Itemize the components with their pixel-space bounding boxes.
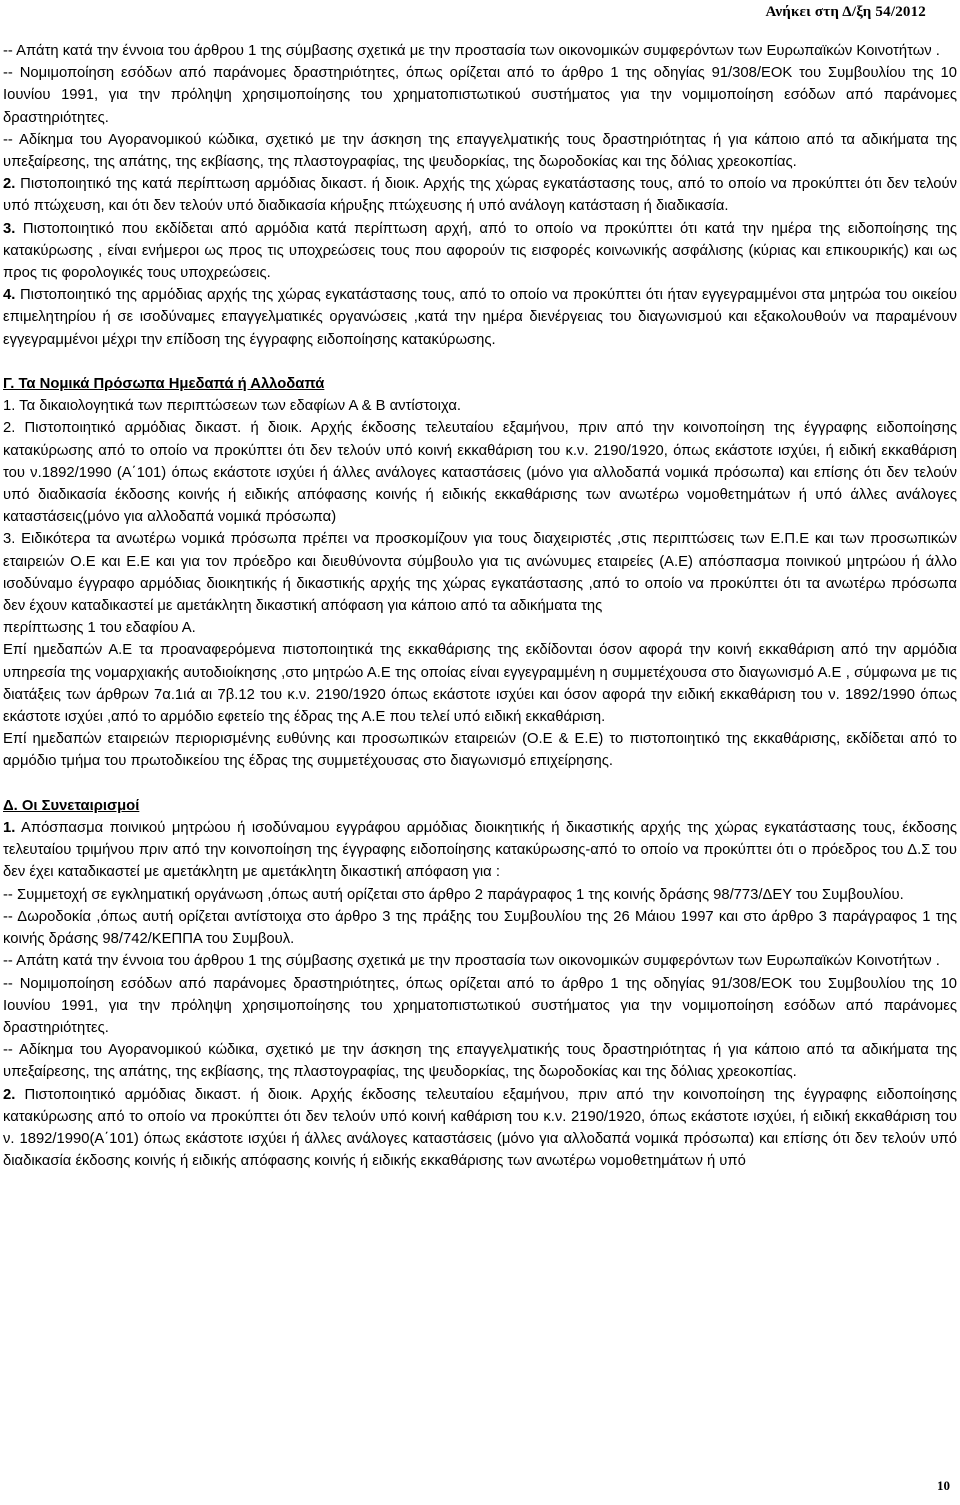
paragraph: -- Νομιμοποίηση εσόδων από παράνομες δραστηριότητες, όπως ορίζεται από το άρθρο 1 της οδηγίας 91/308/ΕΟΚ του Συμβουλίου της 10 Ιουνίου 1991, για την πρόληψη χρησιμοποίησης του χρηματοπιστωτικού συστήματος για την νομιμοποίηση εσόδων από παράνομες δραστηριότητες. <box>3 975 957 1036</box>
page-number: 10 <box>937 1478 950 1493</box>
item-text: Πιστοποιητικό της κατά περίπτωση αρμόδιας δικαστ. ή διοικ. Αρχής της χώρας εγκατάστασης τους, από το οποίο να προκύπτει ότι δεν τελούν υπό πτώχευση, και ότι δεν τελούν υπό διαδικασία κήρυξης πτώχευσης ή υπό ανάλογη κατάσταση ή διαδικασία. <box>3 176 957 215</box>
paragraph: περίπτωσης 1 του εδαφίου Α. <box>3 620 196 637</box>
item-number: 2. <box>3 1086 16 1103</box>
paragraph: -- Νομιμοποίηση εσόδων από παράνομες δραστηριότητες, όπως ορίζεται από το άρθρο 1 της οδηγίας 91/308/ΕΟΚ του Συμβουλίου της 10 Ιουνίου 1991, για την πρόληψη χρησιμοποίησης του χρηματοπιστωτικού συστήματος για την νομιμοποίηση εσόδων από παράνομες δραστηριότητες. <box>3 65 957 126</box>
paragraph: -- Συμμετοχή σε εγκληματική οργάνωση ,όπως αυτή ορίζεται στο άρθρο 2 παράγραφος 1 της κοινής δράσης 98/773/ΔΕΥ του Συμβουλίου. <box>3 886 904 903</box>
numbered-paragraph <box>3 218 957 285</box>
item-number: 4. <box>3 287 16 304</box>
item-text: Πιστοποιητικό της αρμόδιας αρχής της χώρας εγκατάστασης τους, από το οποίο να προκύπτει ότι ήταν εγγεγραμμένοι στα μητρώα του οικείου επιμελητηρίου ή σε ισοδύναμες επαγγελματικές οργανώσεις ,κατά την ημέρα διενέργειας του διαγωνισμού και εξακολουθούν να παραμένουν εγγεγραμμένοι μέχρι την επίδοση της έγγραφης ειδοποίησης κατακύρωσης. <box>3 287 957 348</box>
paragraph: 3. Ειδικότερα τα ανωτέρω νομικά πρόσωπα πρέπει να προσκομίζουν για τους διαχειριστές ,στις περιπτώσεις των Ε.Π.Ε και των προσωπικών εταιρειών Ο.Ε και Ε.Ε και για τον πρόεδρο και διευθύνοντα σύμβουλο για τις ανώνυμες εταιρείες (Α.Ε) απόσπασμα ποινικού μητρώου ή άλλο ισοδύναμο έγγραφο αρμόδιας διοικητικής ή δικαστικής αρχής της χώρας εγκατάστασης ,από το οποίο να προκύπτει ότι τα ανωτέρω πρόσωπα δεν έχουν καταδικαστεί με αμετάκλητη δικαστική απόφαση για κάποιο από τα αδικήματα της <box>3 531 957 615</box>
paragraph: 1. Τα δικαιολογητικά των περιπτώσεων των εδαφίων Α & Β αντίστοιχα. <box>3 398 461 415</box>
paragraph: -- Αδίκημα του Αγορανομικού κώδικα, σχετικό με την άσκηση της επαγγελματικής τους δραστηριότητας ή για κάποιο από τα αδικήματα της υπεξαίρεσης, της απάτης, της εκβίασης, της πλαστογραφίας, της ψευδορκίας, της δωροδοκίας και της δόλιας χρεοκοπίας. <box>3 1042 957 1081</box>
paragraph: -- Δωροδοκία ,όπως αυτή ορίζεται αντίστοιχα στο άρθρο 3 της πράξης του Συμβουλίου της 26 Μάιου 1997 και στο άρθρο 3 παράγραφος 1 της κοινής δράσης 98/742/ΚΕΠΠΑ του Συμβουλ. <box>3 908 957 948</box>
paragraph: Επί ημεδαπών Α.Ε τα προαναφερόμενα πιστοποιητικά της εκκαθάρισης της εκδίδονται όσον αφορά την κοινή εκκαθάριση από την αρμόδια υπηρεσία της νομαρχιακής αυτοδιοίκησης ,στο μητρώο Α.Ε της οποίας είναι εγγεγραμμένη η συμμετέχουσα στο διαγωνισμό Α.Ε , σύμφωνα με τις διατάξεις των άρθρων 7α.1ιά αι 7β.12 του κ.ν. 2190/1920 όπως εκάστοτε ισχύει και όσον αφορά την ειδική εκκαθάριση του ν. 1892/1990 όπως εκάστοτε ισχύει ,από το αρμόδιο εφετείο της έδρας της Α.Ε που τελεί υπό ειδική εκκαθάριση. <box>3 642 957 726</box>
paragraph: Επί ημεδαπών εταιρειών περιορισμένης ευθύνης και προσωπικών εταιρειών (Ο.Ε & Ε.Ε) το πιστοποιητικό της εκκαθάρισης, εκδίδεται από το αρμόδιο τμήμα του πρωτοδικείου της έδρας της συμμετέχουσας στο διαγωνισμό επιχείρησης. <box>3 731 957 770</box>
item-number: 3. <box>3 220 16 237</box>
document-body <box>3 40 957 1172</box>
item-number: 1. <box>3 820 16 837</box>
paragraph: -- Αδίκημα του Αγορανομικού κώδικα, σχετικό με την άσκηση της επαγγελματικής τους δραστηριότητας ή για κάποιο από τα αδικήματα της υπεξαίρεσης, της απάτης, της εκβίασης, της πλαστογραφίας, της ψευδορκίας, της δωροδοκίας και της δόλιας χρεοκοπίας. <box>3 131 957 171</box>
numbered-paragraph <box>3 284 957 351</box>
numbered-paragraph <box>3 173 957 217</box>
item-text: Απόσπασμα ποινικού μητρώου ή ισοδύναμου εγγράφου αρμόδιας διοικητικής ή δικαστικής αρχής της χώρας εγκατάστασης τους, έκδοσης τελευταίου τριμήνου πριν από την κοινοποίηση της έγγραφης ειδοποίησης κατακύρωσης-από το οποίο να προκύπτει ότι ο πρόεδρος του Δ.Σ του δεν έχει καταδικαστεί με αμετάκλητη με αμετάκλητη δικαστική απόφαση για : <box>3 820 957 881</box>
numbered-paragraph <box>3 1084 957 1173</box>
section-heading: Γ. Τα Νομικά Πρόσωπα Ημεδαπά ή Αλλοδαπά <box>3 376 325 393</box>
numbered-paragraph <box>3 817 957 884</box>
blank-line <box>3 351 957 373</box>
page-header: Ανήκει στη Δ/ξη 54/2012 <box>765 4 926 20</box>
item-text: Πιστοποιητικό που εκδίδεται από αρμόδια κατά περίπτωση αρχή, από το οποίο να προκύπτει ότι κατά την ημέρα της ειδοποίησης της κατακύρωσης , είναι ενήμεροι ως προς τις υποχρεώσεις τους που αφορούν τις εισφορές κοινωνικής ασφάλισης (κύριας και επικουρικής) και ως προς τις φορολογικές τους υποχρεώσεις. <box>3 220 957 282</box>
blank-line <box>3 773 957 795</box>
paragraph: 2. Πιστοποιητικό αρμόδιας δικαστ. ή διοικ. Αρχής έκδοσης τελευταίου εξαμήνου, πριν από την κοινοποίηση της έγγραφης ειδοποίησης κατακύρωσης από το οποίο να προκύπτει ότι δεν τελούν υπό κοινή εκκαθάριση του κ.ν. 2190/1920, όπως εκάστοτε ισχύει, ή ειδική εκκαθάριση του ν.1892/1990 (Α΄101) όπως εκάστοτε ισχύει ή άλλες ανάλογες καταστάσεις (μόνο για αλλοδαπά νομικά πρόσωπα) και επίσης ότι δεν τελούν υπό διαδικασία έκδοσης κοινής ή ειδικής απόφασης κοινής ή ειδικής εκκαθάρισης των ανωτέρω νομοθετημάτων ή υπό άλλες ανάλογες καταστάσεις(μόνο για αλλοδαπά νομικά πρόσωπα) <box>3 420 957 526</box>
item-text: Πιστοποιητικό αρμόδιας δικαστ. ή διοικ. Αρχής έκδοσης τελευταίου εξαμήνου, πριν από την κοινοποίηση της έγγραφης ειδοποίησης κατακύρωσης από το οποίο να προκύπτει ότι δεν τελούν υπό κοινή καθάριση του κ.ν. 2190/1920, όπως εκάστοτε ισχύει, ή ειδική εκκαθάριση του ν. 1892/1990(Α΄101) όπως εκάστοτε ισχύει ή άλλες ανάλογες καταστάσεις (μόνο για αλλοδαπά νομικά πρόσωπα) και επίσης ότι δεν τελούν υπό διαδικασία έκδοσης κοινής ή ειδικής απόφασης κοινής ή ειδικής εκκαθάρισης των ανωτέρω νομοθετημάτων ή υπό <box>3 1086 957 1170</box>
section-heading: Δ. Οι Συνεταιρισμοί <box>3 797 140 814</box>
paragraph: -- Απάτη κατά την έννοια του άρθρου 1 της σύμβασης σχετικά με την προστασία των οικονομικών συμφερόντων των Ευρωπαϊκών Κοινοτήτων . <box>3 43 940 59</box>
item-number: 2. <box>3 176 16 193</box>
paragraph: -- Απάτη κατά την έννοια του άρθρου 1 της σύμβασης σχετικά με την προστασία των οικονομικών συμφερόντων των Ευρωπαϊκών Κοινοτήτων . <box>3 953 940 970</box>
